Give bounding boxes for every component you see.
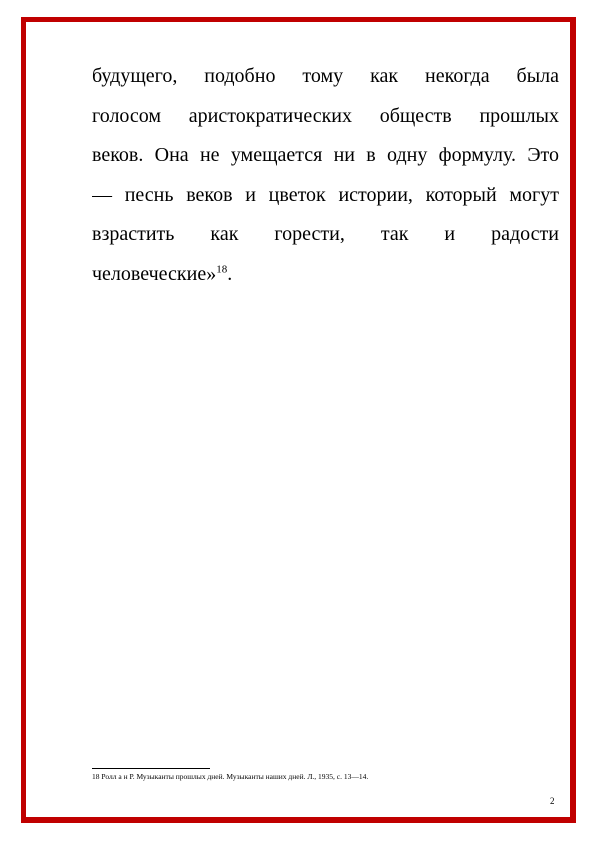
body-line: будущего, подобно тому как некогда была [92, 65, 559, 87]
end-punctuation: . [227, 262, 233, 285]
footnote-reference[interactable]: 18 [216, 262, 228, 275]
body-line: взрастить как горести, так и радости [92, 223, 559, 245]
footnote-text: 18 Ролл а н Р. Музыканты прошлых дней. Музыканты наших дней. Л., 1935, с. 13—14. [92, 772, 369, 781]
body-line: голосом аристократических обществ прошлых [92, 104, 559, 127]
footnote-separator [92, 768, 210, 769]
page-number: 2 [550, 796, 555, 806]
body-paragraph [92, 57, 559, 294]
body-line: веков. Она не умещается ни в одну формулу. Это [92, 144, 559, 166]
body-line: — песнь веков и цветок истории, который могут [92, 183, 559, 206]
body-line-last [92, 255, 559, 295]
body-line-text: человеческие» [92, 262, 217, 285]
